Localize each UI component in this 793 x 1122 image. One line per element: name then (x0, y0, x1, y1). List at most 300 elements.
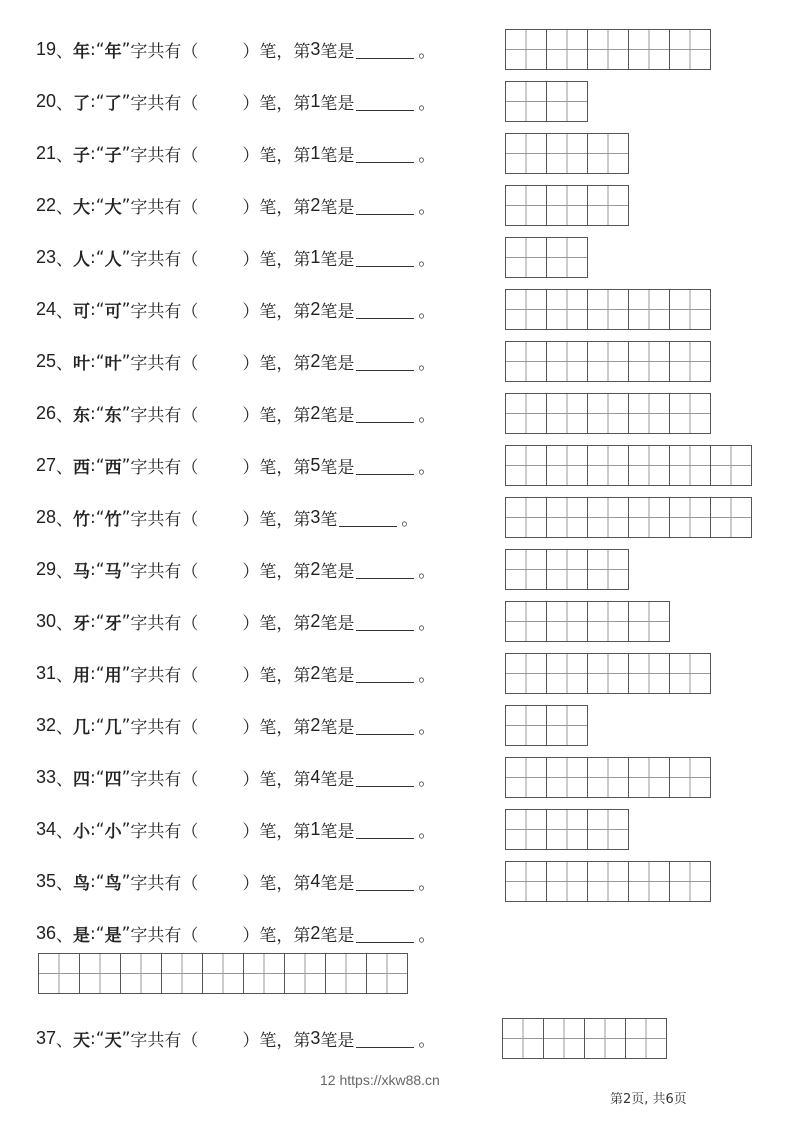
prompt-text: 字共有（ (130, 250, 199, 270)
answer-blank[interactable] (356, 716, 414, 735)
colon: : (90, 923, 96, 944)
question-number: 24 (36, 299, 57, 319)
colon: : (90, 91, 96, 112)
quoted-char: 用 (104, 666, 122, 686)
separator: 、 (56, 302, 74, 322)
prompt-text: 字共有（ (130, 1031, 199, 1051)
grid-cell[interactable] (629, 498, 670, 537)
period: 。 (418, 874, 436, 894)
period: 。 (418, 94, 436, 114)
colon: : (90, 871, 96, 892)
grid-cell[interactable] (547, 810, 588, 849)
close-quote: ” (121, 1028, 131, 1049)
separator: 、 (56, 458, 74, 478)
grid-cell[interactable] (503, 1019, 544, 1058)
writing-grid[interactable] (505, 81, 588, 122)
grid-cell[interactable] (547, 134, 588, 173)
grid-cell[interactable] (711, 446, 751, 485)
grid-cell[interactable] (326, 954, 367, 993)
period: 。 (418, 406, 436, 426)
question-number: 30 (36, 611, 57, 631)
grid-cell[interactable] (547, 654, 588, 693)
target-char: 年 (73, 42, 91, 62)
close-quote: ” (121, 559, 131, 580)
stroke-index: 2 (310, 351, 321, 371)
period: 。 (418, 926, 436, 946)
quoted-char: 东 (104, 406, 122, 426)
question-number: 37 (36, 1028, 57, 1048)
period: 。 (418, 42, 436, 62)
grid-cell[interactable] (506, 446, 547, 485)
quoted-char: 人 (104, 250, 122, 270)
answer-blank[interactable] (356, 664, 414, 683)
answer-blank[interactable] (339, 508, 397, 527)
close-quote: ” (121, 403, 131, 424)
grid-cell[interactable] (588, 186, 628, 225)
grid-cell[interactable] (506, 654, 547, 693)
prompt-text: 字共有（ (130, 42, 199, 62)
question-row (36, 393, 435, 434)
prompt-text: ）笔，第 (242, 198, 311, 218)
period: 。 (418, 354, 436, 374)
page-number: 第2页, 共6页 (610, 1092, 687, 1107)
target-char: 马 (73, 562, 91, 582)
prompt-text: ）笔，第 (242, 458, 311, 478)
separator: 、 (56, 874, 74, 894)
separator: 、 (56, 250, 74, 270)
answer-blank[interactable] (356, 872, 414, 891)
grid-cell[interactable] (670, 758, 710, 797)
writing-grid[interactable] (505, 497, 752, 538)
answer-blank[interactable] (356, 300, 414, 319)
period: 。 (418, 718, 436, 738)
stroke-index: 3 (310, 1028, 321, 1048)
grid-cell[interactable] (547, 238, 587, 277)
separator: 、 (56, 198, 74, 218)
quoted-char: 大 (104, 198, 122, 218)
writing-grid[interactable] (505, 653, 711, 694)
grid-cell[interactable] (585, 1019, 626, 1058)
answer-blank[interactable] (356, 196, 414, 215)
grid-cell[interactable] (547, 446, 588, 485)
grid-cell[interactable] (506, 134, 547, 173)
grid-cell[interactable] (711, 498, 751, 537)
stroke-index: 1 (310, 143, 321, 163)
stroke-index: 4 (310, 767, 321, 787)
writing-grid[interactable] (38, 953, 408, 994)
question-number: 36 (36, 923, 57, 943)
colon: : (90, 663, 96, 684)
answer-blank[interactable] (356, 248, 414, 267)
grid-cell[interactable] (629, 446, 670, 485)
stroke-index: 2 (310, 923, 321, 943)
colon: : (90, 299, 96, 320)
period: 。 (418, 770, 436, 790)
colon: : (90, 351, 96, 372)
question-row (36, 861, 435, 902)
open-quote: “ (95, 299, 105, 320)
prompt-tail: 笔是 (320, 1031, 355, 1051)
separator: 、 (56, 770, 74, 790)
grid-cell[interactable] (203, 954, 244, 993)
stroke-index: 1 (310, 247, 321, 267)
writing-grid[interactable] (502, 1018, 667, 1059)
prompt-text: ）笔，第 (242, 146, 311, 166)
writing-grid[interactable] (505, 549, 629, 590)
target-char: 大 (73, 198, 91, 218)
stroke-index: 2 (310, 715, 321, 735)
prompt-text: ）笔，第 (242, 926, 311, 946)
open-quote: “ (95, 91, 105, 112)
prompt-text: 字共有（ (130, 614, 199, 634)
prompt-tail: 笔是 (320, 354, 355, 374)
answer-blank[interactable] (356, 820, 414, 839)
stroke-index: 3 (310, 39, 321, 59)
grid-cell[interactable] (588, 446, 629, 485)
grid-cell[interactable] (506, 30, 547, 69)
close-quote: ” (121, 143, 131, 164)
grid-cell[interactable] (629, 862, 670, 901)
grid-cell[interactable] (588, 654, 629, 693)
question-number: 21 (36, 143, 57, 163)
grid-cell[interactable] (244, 954, 285, 993)
grid-cell[interactable] (162, 954, 203, 993)
question-row (36, 341, 435, 382)
quoted-char: 四 (104, 770, 122, 790)
grid-cell[interactable] (367, 954, 407, 993)
open-quote: “ (95, 403, 105, 424)
grid-cell[interactable] (547, 758, 588, 797)
prompt-text: ）笔，第 (242, 718, 311, 738)
open-quote: “ (95, 871, 105, 892)
open-quote: “ (95, 819, 105, 840)
question-number: 26 (36, 403, 57, 423)
grid-cell[interactable] (506, 550, 547, 589)
grid-cell[interactable] (629, 654, 670, 693)
colon: : (90, 403, 96, 424)
answer-blank[interactable] (356, 924, 414, 943)
close-quote: ” (121, 455, 131, 476)
colon: : (90, 559, 96, 580)
quoted-char: 西 (104, 458, 122, 478)
grid-cell[interactable] (506, 342, 547, 381)
grid-cell[interactable] (629, 342, 670, 381)
open-quote: “ (95, 715, 105, 736)
prompt-text: 字共有（ (130, 874, 199, 894)
prompt-tail: 笔是 (320, 458, 355, 478)
period: 。 (418, 250, 436, 270)
colon: : (90, 507, 96, 528)
writing-grid[interactable] (505, 237, 588, 278)
quoted-char: 子 (104, 146, 122, 166)
writing-grid[interactable] (505, 601, 670, 642)
prompt-text: 字共有（ (130, 510, 199, 530)
grid-cell[interactable] (629, 602, 669, 641)
grid-cell[interactable] (670, 342, 710, 381)
answer-blank[interactable] (356, 40, 414, 59)
grid-cell[interactable] (670, 862, 710, 901)
answer-blank[interactable] (356, 92, 414, 111)
colon: : (90, 715, 96, 736)
quoted-char: 几 (104, 718, 122, 738)
separator: 、 (56, 94, 74, 114)
period: 。 (418, 614, 436, 634)
question-row (36, 705, 435, 746)
separator: 、 (56, 406, 74, 426)
grid-cell[interactable] (626, 1019, 666, 1058)
question-number: 34 (36, 819, 57, 839)
grid-cell[interactable] (629, 394, 670, 433)
grid-cell[interactable] (506, 394, 547, 433)
separator: 、 (56, 666, 74, 686)
question-number: 20 (36, 91, 57, 111)
grid-cell[interactable] (588, 810, 628, 849)
prompt-text: ）笔，第 (242, 666, 311, 686)
open-quote: “ (95, 143, 105, 164)
writing-grid[interactable] (505, 185, 629, 226)
grid-cell[interactable] (588, 30, 629, 69)
question-number: 28 (36, 507, 57, 527)
grid-cell[interactable] (547, 82, 587, 121)
grid-cell[interactable] (544, 1019, 585, 1058)
question-row (36, 601, 435, 642)
colon: : (90, 247, 96, 268)
grid-cell[interactable] (39, 954, 80, 993)
writing-grid[interactable] (505, 289, 711, 330)
colon: : (90, 455, 96, 476)
grid-cell[interactable] (588, 862, 629, 901)
answer-blank[interactable] (356, 352, 414, 371)
period: 。 (418, 1031, 436, 1051)
quoted-char: 是 (104, 926, 122, 946)
quoted-char: 马 (104, 562, 122, 582)
quoted-char: 鸟 (104, 874, 122, 894)
separator: 、 (56, 42, 74, 62)
colon: : (90, 143, 96, 164)
grid-cell[interactable] (588, 290, 629, 329)
prompt-text: ）笔，第 (242, 874, 311, 894)
grid-cell[interactable] (121, 954, 162, 993)
answer-blank[interactable] (356, 456, 414, 475)
question-number: 19 (36, 39, 57, 59)
separator: 、 (56, 718, 74, 738)
grid-cell[interactable] (547, 862, 588, 901)
grid-cell[interactable] (506, 706, 547, 745)
answer-blank[interactable] (356, 768, 414, 787)
answer-blank[interactable] (356, 1029, 414, 1048)
open-quote: “ (95, 247, 105, 268)
grid-cell[interactable] (506, 290, 547, 329)
prompt-text: 字共有（ (130, 666, 199, 686)
question-row (36, 1018, 435, 1059)
grid-cell[interactable] (547, 498, 588, 537)
prompt-tail: 笔是 (320, 718, 355, 738)
quoted-char: 天 (104, 1031, 122, 1051)
target-char: 几 (73, 718, 91, 738)
target-char: 叶 (73, 354, 91, 374)
grid-cell[interactable] (547, 602, 588, 641)
colon: : (90, 39, 96, 60)
grid-cell[interactable] (629, 290, 670, 329)
grid-cell[interactable] (670, 394, 710, 433)
question-number: 33 (36, 767, 57, 787)
grid-cell[interactable] (588, 342, 629, 381)
grid-cell[interactable] (80, 954, 121, 993)
period: 。 (418, 822, 436, 842)
prompt-tail: 笔是 (320, 42, 355, 62)
prompt-tail: 笔是 (320, 926, 355, 946)
question-row (36, 757, 435, 798)
writing-grid[interactable] (505, 809, 629, 850)
question-row (36, 913, 435, 954)
question-number: 27 (36, 455, 57, 475)
question-row (36, 237, 435, 278)
prompt-tail: 笔 (320, 510, 338, 530)
stroke-index: 2 (310, 611, 321, 631)
prompt-text: ）笔，第 (242, 822, 311, 842)
separator: 、 (56, 614, 74, 634)
stroke-index: 2 (310, 663, 321, 683)
question-number: 35 (36, 871, 57, 891)
writing-grid[interactable] (505, 133, 629, 174)
prompt-text: 字共有（ (130, 562, 199, 582)
prompt-text: 字共有（ (130, 458, 199, 478)
grid-cell[interactable] (670, 654, 710, 693)
grid-cell[interactable] (506, 498, 547, 537)
grid-cell[interactable] (547, 290, 588, 329)
quoted-char: 小 (104, 822, 122, 842)
question-row (36, 809, 435, 850)
target-char: 竹 (73, 510, 91, 530)
close-quote: ” (121, 715, 131, 736)
writing-grid[interactable] (505, 445, 752, 486)
grid-cell[interactable] (506, 186, 547, 225)
grid-cell[interactable] (629, 758, 670, 797)
quoted-char: 年 (104, 42, 122, 62)
answer-blank[interactable] (356, 612, 414, 631)
prompt-text: ）笔，第 (242, 94, 311, 114)
quoted-char: 叶 (104, 354, 122, 374)
period: 。 (418, 666, 436, 686)
prompt-tail: 笔是 (320, 250, 355, 270)
grid-cell[interactable] (629, 30, 670, 69)
answer-blank[interactable] (356, 404, 414, 423)
prompt-text: ）笔，第 (242, 1031, 311, 1051)
open-quote: “ (95, 559, 105, 580)
target-char: 用 (73, 666, 91, 686)
grid-cell[interactable] (588, 394, 629, 433)
grid-cell[interactable] (670, 30, 710, 69)
answer-blank[interactable] (356, 560, 414, 579)
prompt-text: 字共有（ (130, 354, 199, 374)
close-quote: ” (121, 611, 131, 632)
target-char: 是 (73, 926, 91, 946)
grid-cell[interactable] (547, 342, 588, 381)
grid-cell[interactable] (547, 706, 587, 745)
grid-cell[interactable] (506, 758, 547, 797)
quoted-char: 了 (104, 94, 122, 114)
question-row (36, 29, 435, 70)
close-quote: ” (121, 351, 131, 372)
question-number: 31 (36, 663, 57, 683)
close-quote: ” (121, 91, 131, 112)
period: 。 (418, 302, 436, 322)
grid-cell[interactable] (547, 550, 588, 589)
writing-grid[interactable] (505, 341, 711, 382)
answer-blank[interactable] (356, 144, 414, 163)
prompt-text: ）笔，第 (242, 354, 311, 374)
prompt-text: 字共有（ (130, 198, 199, 218)
prompt-text: ）笔，第 (242, 510, 311, 530)
grid-cell[interactable] (670, 498, 711, 537)
question-row (36, 289, 435, 330)
grid-cell[interactable] (506, 602, 547, 641)
grid-cell[interactable] (547, 394, 588, 433)
open-quote: “ (95, 663, 105, 684)
grid-cell[interactable] (588, 758, 629, 797)
question-row (36, 497, 418, 538)
grid-cell[interactable] (670, 446, 711, 485)
close-quote: ” (121, 39, 131, 60)
prompt-tail: 笔是 (320, 614, 355, 634)
grid-cell[interactable] (506, 810, 547, 849)
grid-cell[interactable] (588, 602, 629, 641)
target-char: 子 (73, 146, 91, 166)
close-quote: ” (121, 871, 131, 892)
target-char: 西 (73, 458, 91, 478)
prompt-tail: 笔是 (320, 562, 355, 582)
grid-cell[interactable] (670, 290, 710, 329)
grid-cell[interactable] (547, 186, 588, 225)
prompt-text: ）笔，第 (242, 406, 311, 426)
period: 。 (418, 198, 436, 218)
period: 。 (418, 458, 436, 478)
grid-cell[interactable] (588, 498, 629, 537)
prompt-tail: 笔是 (320, 874, 355, 894)
open-quote: “ (95, 1028, 105, 1049)
writing-grid[interactable] (505, 393, 711, 434)
stroke-index: 1 (310, 819, 321, 839)
quoted-char: 可 (104, 302, 122, 322)
period: 。 (418, 146, 436, 166)
writing-grid[interactable] (505, 757, 711, 798)
writing-grid[interactable] (505, 861, 711, 902)
target-char: 了 (73, 94, 91, 114)
separator: 、 (56, 926, 74, 946)
prompt-text: 字共有（ (130, 406, 199, 426)
prompt-text: 字共有（ (130, 770, 199, 790)
question-number: 32 (36, 715, 57, 735)
writing-grid[interactable] (505, 705, 588, 746)
grid-cell[interactable] (506, 82, 547, 121)
grid-cell[interactable] (547, 30, 588, 69)
grid-cell[interactable] (506, 862, 547, 901)
grid-cell[interactable] (285, 954, 326, 993)
prompt-tail: 笔是 (320, 146, 355, 166)
grid-cell[interactable] (588, 134, 628, 173)
prompt-text: ）笔，第 (242, 42, 311, 62)
stroke-index: 2 (310, 299, 321, 319)
footer-url: 12 https://xkw88.cn (320, 1072, 440, 1088)
grid-cell[interactable] (588, 550, 628, 589)
prompt-text: 字共有（ (130, 822, 199, 842)
prompt-text: ）笔，第 (242, 614, 311, 634)
quoted-char: 竹 (104, 510, 122, 530)
separator: 、 (56, 354, 74, 374)
grid-cell[interactable] (506, 238, 547, 277)
question-number: 29 (36, 559, 57, 579)
writing-grid[interactable] (505, 29, 711, 70)
